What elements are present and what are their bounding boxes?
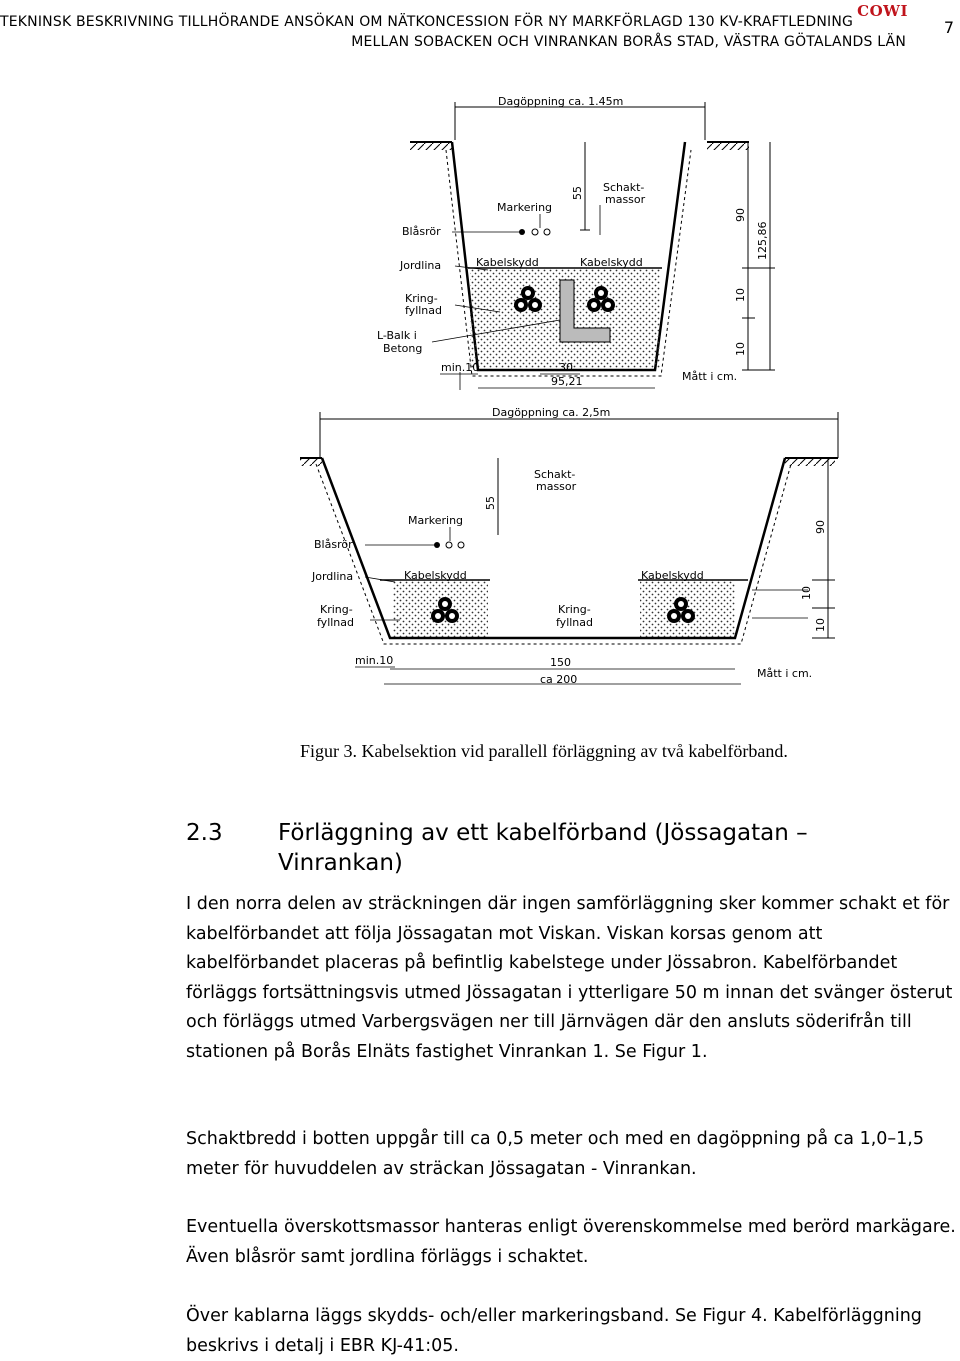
bottom-kring-center-2: fyllnad: [556, 616, 593, 629]
paragraph-4: Över kablarna läggs skydds- och/eller markeringsband. Se Figur 4. Kabelförläggning beskrivs i detalj i EBR KJ-41:05.: [186, 1306, 922, 1356]
top-jordlina-label: Jordlina: [400, 259, 442, 272]
top-kring-label-1: Kring-: [405, 292, 438, 305]
top-blasror-label: Blåsrör: [402, 225, 441, 238]
top-markering-label: Markering: [497, 201, 553, 214]
top-trench: [377, 95, 775, 390]
top-dim-9521: 95,21: [551, 375, 583, 388]
section-heading: [186, 818, 906, 878]
bottom-kring-left-2: fyllnad: [317, 616, 354, 629]
top-kabelskydd-right: Kabelskydd: [580, 256, 643, 269]
top-opening-label: Dagöppning ca. 1.45m: [498, 95, 624, 108]
top-min10-label: min.10: [441, 361, 480, 374]
top-kabelskydd-left: Kabelskydd: [476, 256, 539, 269]
bottom-min10-label: min.10: [355, 654, 394, 667]
top-dim-30: 30: [559, 361, 573, 374]
bottom-dim-90: 90: [814, 520, 827, 534]
bottom-trench: [300, 406, 838, 686]
top-lbalk-label-2: Betong: [383, 342, 423, 355]
bottom-dim-55: 55: [484, 496, 497, 510]
top-schakt-label-1: Schakt-: [603, 181, 645, 194]
bottom-schakt-label-1: Schakt-: [534, 468, 576, 481]
paragraph-2: Schaktbredd i botten uppgår till ca 0,5 meter och med en dagöppning på ca 1,0–1,5 meter för huvuddelen av sträckan Jössagatan - Vinrankan.: [186, 1129, 924, 1179]
bottom-units-label: Mått i cm.: [757, 667, 813, 680]
top-dim-55: 55: [571, 186, 584, 200]
header-title-line-2: MELLAN SOBACKEN OCH VINRANKAN BORÅS STAD, VÄSTRA GÖTALANDS LÄN: [351, 34, 906, 50]
cowi-logo: COWI: [857, 2, 908, 20]
bottom-schakt-label-2: massor: [536, 480, 577, 493]
top-kring-label-2: fyllnad: [405, 304, 442, 317]
page-header: [0, 2, 960, 62]
bottom-dim-200: ca 200: [540, 673, 578, 686]
paragraph-1: I den norra delen av sträckningen där ingen samförläggning sker kommer schakt et för kabelförbandet att följa Jössagatan mot Viskan. Viskan korsas genom att kabelförbandet placeras på befintlig kabelstege under Jössabron. Kabelförbandet förläggs fortsättningsvis utmed Jössagatan i ytterligare 50 m innan det svänger österut och förläggs utmed Varbergsvägen ner till Järnvägen där den ansluts söderifrån till stationen på Borås Elnäts fastighet Vinrankan 1. Se Figur 1.: [186, 894, 953, 1062]
top-units-label: Mått i cm.: [682, 370, 738, 383]
page-number: 7: [943, 18, 954, 37]
header-title-line-1: TEKNINSK BESKRIVNING TILLHÖRANDE ANSÖKAN OM NÄTKONCESSION FÖR NY MARKFÖRLAGD 130 KV-KRAFTLEDNING: [0, 14, 854, 30]
top-lbalk-label-1: L-Balk i: [377, 329, 417, 342]
bottom-jordlina-label: Jordlina: [312, 570, 354, 583]
top-schakt-label-2: massor: [605, 193, 646, 206]
top-dim-10a: 10: [734, 288, 747, 302]
bottom-opening-label: Dagöppning ca. 2,5m: [492, 406, 611, 419]
bottom-kabelskydd-left: Kabelskydd: [404, 569, 467, 582]
bottom-dim-150: 150: [550, 656, 571, 669]
bottom-dim-10b: 10: [814, 618, 827, 632]
bottom-markering-label: Markering: [408, 514, 464, 527]
bottom-kring-left-1: Kring-: [320, 603, 353, 616]
cable-section-drawing: [0, 80, 960, 720]
top-dim-90: 90: [734, 208, 747, 222]
bottom-blasror-label: Blåsrör: [314, 538, 353, 551]
bottom-kabelskydd-right: Kabelskydd: [641, 569, 704, 582]
top-dim-12586: 125,86: [756, 221, 769, 260]
paragraph-3: Eventuella överskottsmassor hanteras enligt överenskommelse med berörd markägare. Även blåsrör samt jordlina förläggs i schaktet.: [186, 1217, 956, 1267]
bottom-dim-10a: 10: [800, 586, 813, 600]
figure-caption: Figur 3. Kabelsektion vid parallell förläggning av två kabelförband.: [300, 741, 788, 761]
top-dim-10b: 10: [734, 342, 747, 356]
section-number: 2.3: [186, 820, 223, 846]
bottom-kring-center-1: Kring-: [558, 603, 591, 616]
section-title: Förläggning av ett kabelförband (Jössagatan – Vinrankan): [278, 820, 808, 876]
